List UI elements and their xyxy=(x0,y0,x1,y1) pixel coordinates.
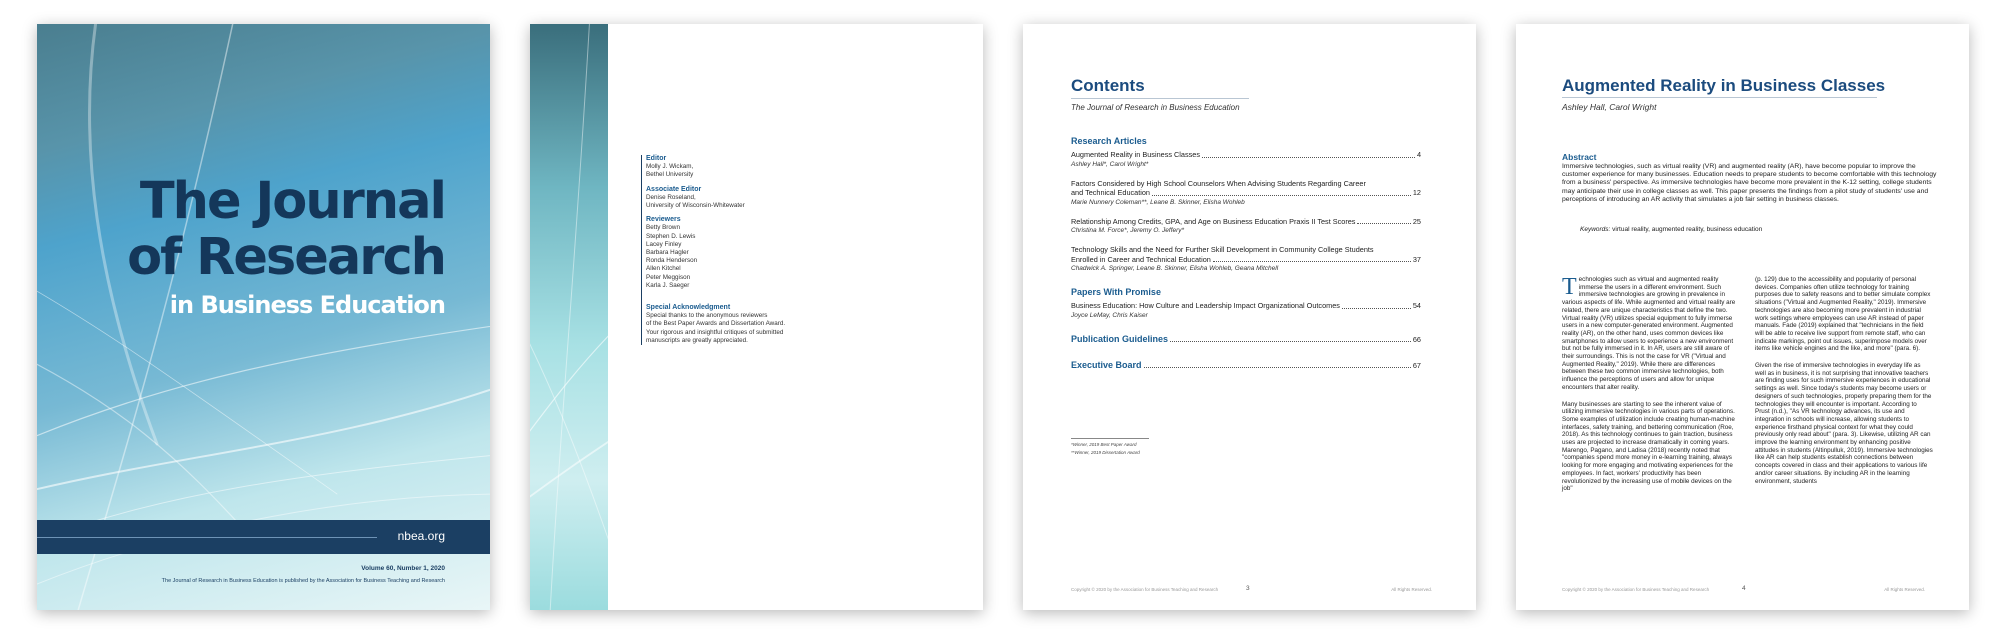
reviewer: Allen Kitchel xyxy=(646,265,681,273)
page-number: 3 xyxy=(1246,585,1250,592)
keywords xyxy=(1580,226,1762,233)
toc-entry-authors: Joyce LeMay, Chris Kaiser xyxy=(1071,311,1148,319)
reviewer: Karla J. Saeger xyxy=(646,281,690,289)
article-title: Augmented Reality in Business Classes xyxy=(1562,76,1886,95)
toc-title-line: Enrolled in Career and Technical Education xyxy=(1071,254,1211,264)
leader-dots xyxy=(1357,223,1410,224)
body-paragraph: (p. 129) due to the accessibility and popularity of personal devices. Companies often utilize technology for training purposes due to safety reasons and to better simulate complex situations ("Virtual and Augmented Reality," 2019). Immersive technologies are also becoming more prevalent in industrial work settings where employees can use AR instead of paper manuals. Fade (2019) explained that "technicians in the field will be able to receive live support from remote staff, who can indicate markings, point out issues, superimpose models over items like vehicle engines and the like, and more" (para. 6). xyxy=(1755,276,1931,353)
toc-page-number: 25 xyxy=(1412,216,1421,226)
acknowledgment-line: Your rigorous and insightful critiques of submitted xyxy=(646,328,784,336)
journal-title-line2: of Research xyxy=(127,228,445,287)
toc-entry-authors: Ashley Hall*, Carol Wright* xyxy=(1071,160,1149,168)
reviewer: Ronda Henderson xyxy=(646,257,698,265)
footnote-rule xyxy=(1071,438,1149,439)
decorative-side-strip xyxy=(530,24,608,610)
toc-entry[interactable] xyxy=(1071,179,1421,207)
toc-entry[interactable] xyxy=(1071,217,1421,236)
toc-section-label: Executive Board xyxy=(1071,359,1142,370)
toc-entry-title xyxy=(1071,179,1421,189)
copyright-footer: Copyright © 2020 by the Association for Business Teaching and Research xyxy=(1071,587,1219,592)
leader-dots xyxy=(1152,195,1411,196)
toc-executive-board[interactable] xyxy=(1071,360,1421,370)
toc-section-label: Publication Guidelines xyxy=(1071,333,1169,344)
light-streaks-graphic xyxy=(530,24,608,610)
acknowledgment-line: of the Best Paper Awards and Dissertation Award. xyxy=(646,320,786,328)
toc-title-line: Factors Considered by High School Counselors When Advising Students Regarding Career xyxy=(1071,178,1366,188)
reviewers-heading: Reviewers xyxy=(646,216,681,224)
band-rule xyxy=(37,537,377,538)
toc-title-line: Relationship Among Credits, GPA, and Age on Business Education Praxis II Test Scores xyxy=(1071,216,1356,226)
reviewer: Lacey Finley xyxy=(646,240,682,248)
journal-title-line3: in Business Education xyxy=(169,291,445,319)
footnote: *Winner, 2019 Best Paper Award xyxy=(1071,442,1137,447)
reviewer: Peter Meggison xyxy=(646,273,691,281)
table-of-contents xyxy=(1071,136,1421,370)
toc-page-number: 66 xyxy=(1412,334,1421,344)
acknowledgment-line: Special thanks to the anonymous reviewers xyxy=(646,312,768,320)
associate-editor-name: Denise Roseland, xyxy=(646,193,696,201)
toc-page-number: 4 xyxy=(1416,150,1421,159)
contents-title: Contents xyxy=(1071,76,1145,95)
title-rule xyxy=(1071,98,1249,99)
body-paragraph xyxy=(1562,276,1740,392)
body-paragraph: Many businesses are starting to see the inherent value of utilizing immersive technologies in various parts of operations. Some examples of utilization include creating human-machine interfaces, safety training, and bettering communication (Roe, 2018). As this technology continues to gain traction, business uses are projected to increase dramatically in coming years. Marengo, Pagano, and Ladisa (2018) recently noted that "companies spend more money in e-learning training, always looking for more engaging and motivating experiences for the employees. In fact, workers' productivity has been revolutionized by the increasing use of mobile devices on the job" xyxy=(1562,400,1735,493)
reviewer: Betty Brown xyxy=(646,224,680,232)
masthead-page xyxy=(530,24,983,610)
toc-entry-title xyxy=(1071,150,1421,160)
volume-info: Volume 60, Number 1, 2020 xyxy=(361,565,445,572)
journal-title-line1: The Journal xyxy=(139,172,445,231)
editor-affiliation: Bethel University xyxy=(646,171,694,179)
toc-title-line: Augmented Reality in Business Classes xyxy=(1071,150,1200,159)
toc-title-line: Business Education: How Culture and Leadership Impact Organizational Outcomes xyxy=(1071,301,1340,310)
footnote: **Winner, 2019 Dissertation Award xyxy=(1071,450,1140,455)
rights-footer: All Rights Reserved. xyxy=(1391,587,1432,592)
copyright-footer: Copyright © 2020 by the Association for Business Teaching and Research xyxy=(1562,587,1710,592)
keywords-label: Keywords: xyxy=(1580,226,1611,233)
acknowledgment-heading: Special Acknowledgment xyxy=(646,304,731,312)
cover-page xyxy=(37,24,490,610)
editor-heading: Editor xyxy=(646,155,667,162)
publisher-note: The Journal of Research in Business Education is published by the Association for Business Teaching and Research xyxy=(161,578,445,584)
toc-publication-guidelines[interactable] xyxy=(1071,334,1421,344)
toc-entry[interactable] xyxy=(1071,245,1421,273)
toc-title-line: Technology Skills and the Need for Further Skill Development in Community College Students xyxy=(1071,245,1374,254)
leader-dots xyxy=(1144,367,1411,368)
toc-page-number: 12 xyxy=(1412,188,1421,197)
rights-footer: All Rights Reserved. xyxy=(1884,587,1925,592)
toc-entry-title xyxy=(1071,301,1421,311)
leader-dots xyxy=(1202,157,1415,158)
editor-name: Molly J. Wickam, xyxy=(646,163,694,171)
leader-dots xyxy=(1342,308,1411,309)
site-url: nbea.org xyxy=(397,529,445,543)
papers-with-promise-heading: Papers With Promise xyxy=(1071,287,1161,297)
reviewer: Stephen D. Lewis xyxy=(646,232,696,240)
contents-page xyxy=(1023,24,1476,610)
associate-editor-affiliation: University of Wisconsin-Whitewater xyxy=(646,202,745,210)
abstract-text: Immersive technologies, such as virtual reality (VR) and augmented reality (AR), have become popular to improve the customer experience for many businesses. Education needs to prepare students to become comfortable with this technology from a business' perspective. As immersive technologies have become more prevalent in the K-12 setting, college students may anticipate their use in college classes as well. This paper presents the findings from a pilot study of students' use and perceptions of introducing an AR activity that simulates a job fair setting in business classes. xyxy=(1562,163,1937,203)
toc-entry-title xyxy=(1071,245,1421,255)
leader-dots xyxy=(1213,261,1411,262)
article-column-right xyxy=(1755,276,1933,494)
contents-subtitle: The Journal of Research in Business Education xyxy=(1071,103,1240,112)
article-page xyxy=(1516,24,1969,610)
masthead xyxy=(641,155,836,345)
toc-title-line: and Technical Education xyxy=(1071,188,1150,197)
toc-page-number: 54 xyxy=(1412,301,1421,310)
research-articles-heading: Research Articles xyxy=(1071,136,1147,146)
article-column-left xyxy=(1562,276,1740,502)
page-number: 4 xyxy=(1742,585,1746,592)
title-rule xyxy=(1562,97,1877,98)
paragraph-text: echnologies such as virtual and augmented reality immerse the users in a different environment. Such immersive technologies are growing in prevalence in various aspects of life. While augmented and virtual reality are related, there are unique characteristics that define the two. Virtual reality (VR) utilizes special equipment to fully immerse users in a new computer-generated environment. Augmented reality (AR), on the other hand, uses common devices like smartphones to allow users to experience a new environment but not be fully immersed in it. In AR, users are still aware of their surroundings. This is not the case for VR ("Virtual and Augmented Reality," 2019). While there are differences between these two common immersive technologies, both influence the perceptions of users and allow for unique encounters that alter reality. xyxy=(1562,276,1736,391)
drop-cap: T xyxy=(1562,274,1577,300)
toc-entry-title xyxy=(1071,255,1421,265)
reviewer: Barbara Hagler xyxy=(646,249,689,257)
toc-entry[interactable] xyxy=(1071,301,1421,320)
cover-band xyxy=(37,520,490,554)
toc-entry-authors: Christina M. Force*, Jeremy O. Jeffery* xyxy=(1071,227,1185,234)
associate-editor-heading: Associate Editor xyxy=(646,185,702,193)
leader-dots xyxy=(1170,341,1411,342)
acknowledgment-line: manuscripts are greatly appreciated. xyxy=(646,336,748,344)
toc-entry-authors: Chadwick A. Springer, Leane B. Skinner, Elisha Wohleb, Geana Mitchell xyxy=(1071,265,1279,272)
keywords-list: virtual reality, augmented reality, business education xyxy=(1612,226,1763,233)
body-paragraph: Given the rise of immersive technologies in everyday life as well as in business, it is not surprising that innovative teachers are finding uses for such immersive experiences in educational settings as well. Since today's students may become users or designers of such technologies, properly preparing them for the technologies they will encounter is important. According to Prust (n.d.), "As VR technology advances, its use and integration in schools will increase, allowing students to experience firsthand physical context for what they could previously only read about" (para. 3). Likewise, utilizing AR can improve the learning environment by enhancing positive attitudes in students (Altinpulluk, 2019). Immersive technologies like AR can help students establish connections between concepts covered in class and their applications to various life and/or career situations. By including AR in the learning environment, students xyxy=(1755,362,1933,485)
toc-entry-title xyxy=(1071,188,1421,198)
toc-entry[interactable] xyxy=(1071,150,1421,169)
toc-entry-title xyxy=(1071,217,1421,227)
toc-page-number: 67 xyxy=(1412,360,1421,370)
abstract-heading: Abstract xyxy=(1562,152,1597,162)
article-authors: Ashley Hall, Carol Wright xyxy=(1562,102,1657,112)
journal-title xyxy=(127,174,445,324)
toc-entry-authors: Marie Nunnery Coleman**, Leane B. Skinner, Elisha Wohleb xyxy=(1071,198,1245,206)
toc-page-number: 37 xyxy=(1412,254,1421,264)
